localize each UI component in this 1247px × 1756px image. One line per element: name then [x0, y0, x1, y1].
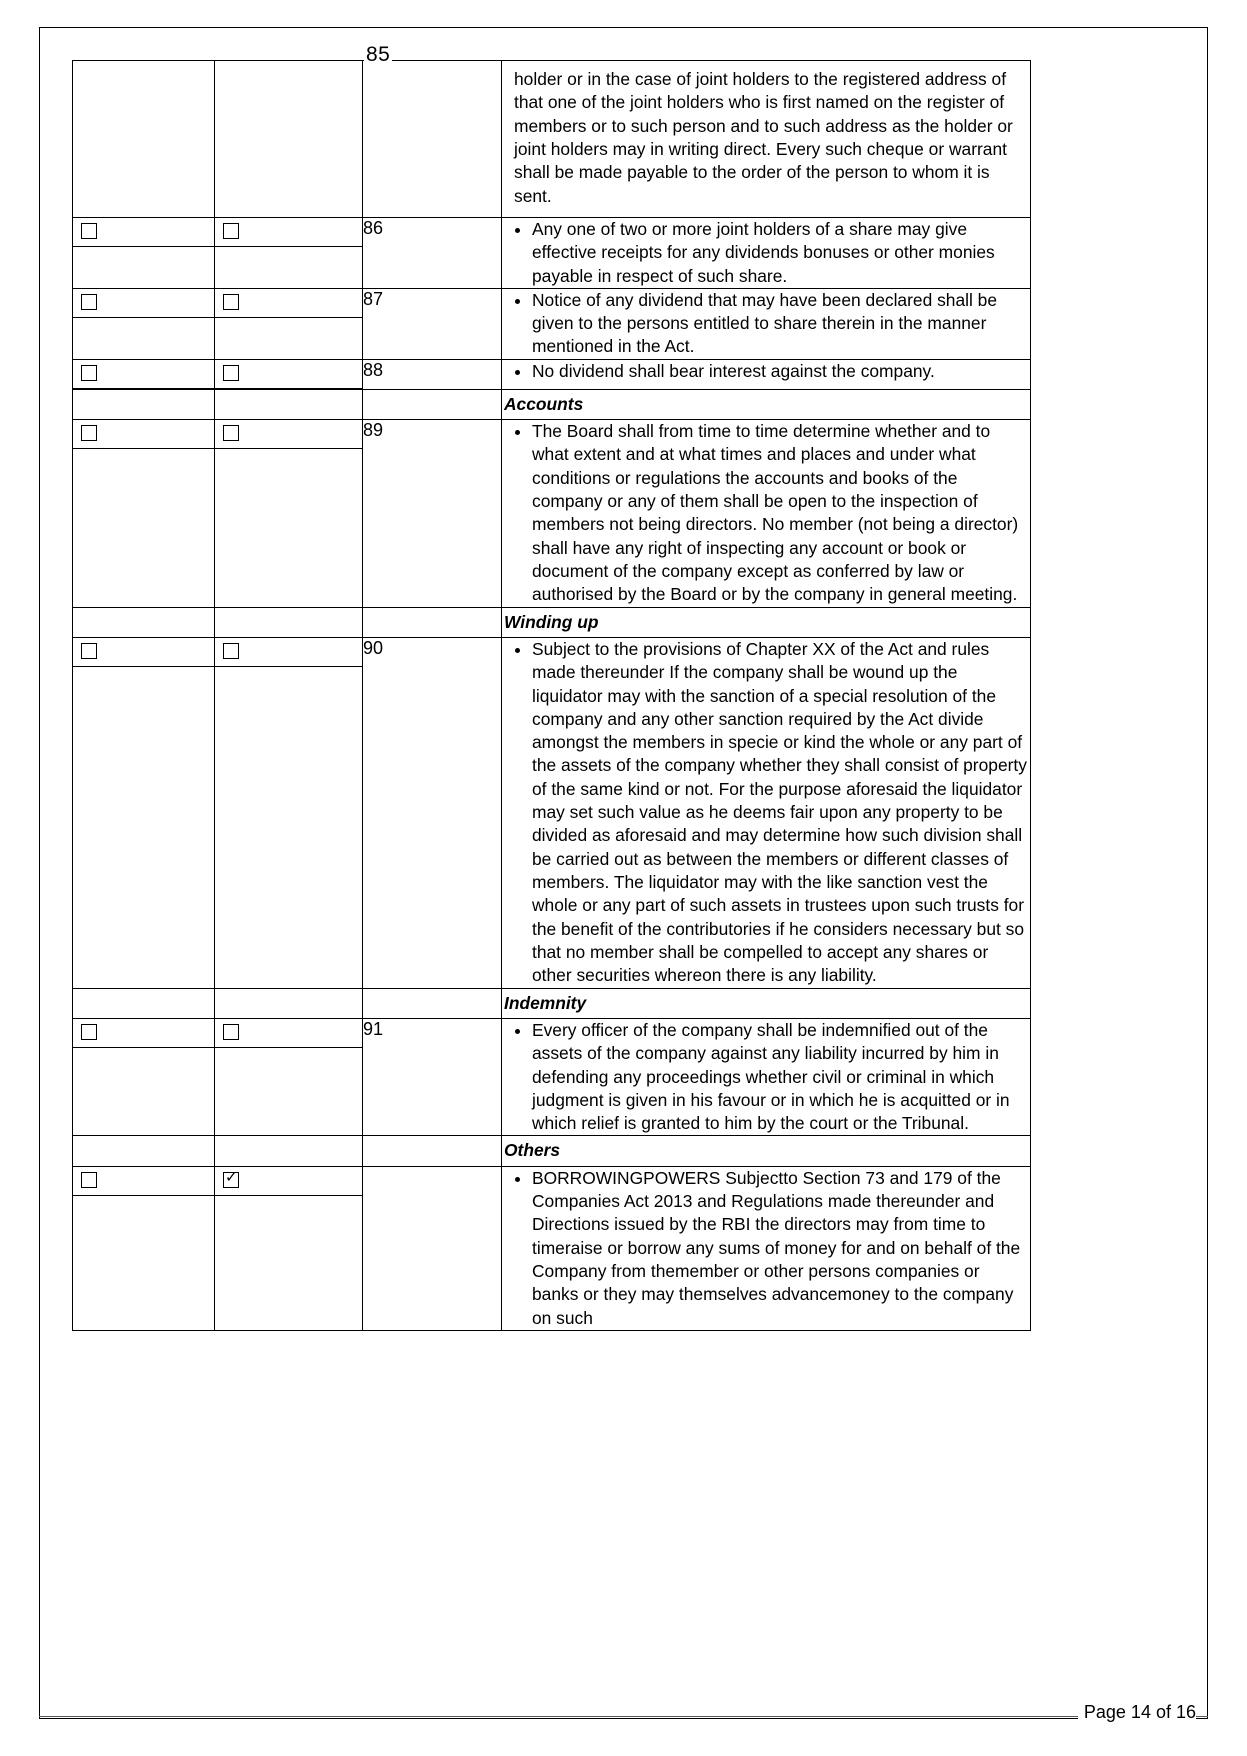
checkbox-unchecked-icon[interactable]: [81, 294, 97, 310]
continuation-row: [73, 61, 1031, 218]
section-heading-cell: [502, 607, 1031, 637]
empty-cell: [363, 607, 502, 637]
checkbox-band: [73, 1167, 214, 1196]
article-number: 87: [363, 288, 384, 309]
empty-cell: [73, 389, 215, 419]
checkbox-unchecked-icon[interactable]: [223, 1024, 239, 1040]
page-number-label: Page 14 of 16: [1078, 1702, 1196, 1723]
article-text: • Notice of any dividend that may have been declared shall be given to the persons entitled to share therein in the manner mentioned in the Act.: [532, 289, 1030, 359]
checkbox-cell-right: [215, 61, 363, 218]
checkbox-cell-left: [73, 288, 215, 359]
checkbox-cell-right: [215, 1166, 363, 1330]
article-text: • Subject to the provisions of Chapter XX of the Act and rules made thereunder If the company shall be wound up the liquidator may with the sanction of a special resolution of the company and any other sanction required by the Act divide amongst the members in specie or kind the whole or any part of the assets of the company whether they shall consist of property of the same kind or not. For the purpose aforesaid the liquidator may set such value as he deems fair upon any property to be divided as aforesaid and may determine how such division shall be carried out as between the members or different classes of members. The liquidator may with the like sanction vest the whole or any part of such assets in trustees upon such trusts for the benefit of the contributories if he considers necessary but so that no member shall be compelled to accept any shares or other securities whereon there is any liability.: [532, 638, 1030, 988]
checkbox-band: [73, 1019, 214, 1048]
checkbox-band: [73, 638, 214, 667]
article-text-cell: [502, 1018, 1031, 1136]
article-text-cell: [502, 217, 1031, 288]
empty-cell: [363, 1136, 502, 1166]
empty-cell: [215, 988, 363, 1018]
section-heading-cell: [502, 1136, 1031, 1166]
empty-cell: [73, 988, 215, 1018]
section-header-row: [73, 389, 1031, 419]
article-row: [73, 359, 1031, 389]
empty-cell: [215, 607, 363, 637]
article-number-cell: [363, 1018, 502, 1136]
checkbox-band: [73, 289, 214, 318]
article-bullet-list: [502, 289, 1030, 359]
article-bullet-list: [502, 360, 1030, 383]
empty-cell: [363, 389, 502, 419]
empty-checkbox-band: [215, 61, 362, 90]
footer-divider: [39, 1716, 1208, 1717]
checkbox-band: [215, 360, 362, 389]
checkbox-unchecked-icon[interactable]: [223, 643, 239, 659]
checkbox-unchecked-icon[interactable]: [81, 1024, 97, 1040]
article-row: [73, 217, 1031, 288]
section-header-row: [73, 988, 1031, 1018]
checkbox-unchecked-icon[interactable]: [81, 223, 97, 239]
article-text-cell: [502, 1166, 1031, 1330]
checkbox-band: [215, 420, 362, 449]
checkbox-cell-left: [73, 217, 215, 288]
section-heading: Indemnity: [504, 992, 587, 1013]
section-heading: Accounts: [504, 393, 584, 414]
article-number-cell: [363, 217, 502, 288]
checkbox-cell-right: [215, 288, 363, 359]
checkbox-band: [215, 1019, 362, 1048]
article-bullet-list: [502, 1019, 1030, 1136]
page-footer: [39, 1702, 1208, 1722]
checkbox-checked-icon[interactable]: [223, 1172, 239, 1188]
article-bullet-list: [502, 638, 1030, 988]
carryover-article-number: 85: [366, 43, 391, 66]
checkbox-cell-right: [215, 359, 363, 389]
checkbox-cell-right: [215, 1018, 363, 1136]
article-text: • The Board shall from time to time determine whether and to what extent and at what times and places and under what conditions or regulations the accounts and books of the company or any of them shall be open to the inspection of members not being directors. No member (not being a director) shall have any right of inspecting any account or book or document of the company except as conferred by law or authorised by the Board or by the company in general meeting.: [532, 420, 1030, 607]
empty-cell: [215, 1136, 363, 1166]
checkbox-unchecked-icon[interactable]: [223, 294, 239, 310]
article-text-cell: [502, 637, 1031, 988]
article-row: [73, 288, 1031, 359]
checkbox-cell-left: [73, 1018, 215, 1136]
articles-table-container: [72, 60, 1030, 1331]
article-row: [73, 420, 1031, 608]
checkbox-band: [73, 218, 214, 247]
checkbox-unchecked-icon[interactable]: [223, 365, 239, 381]
article-number-cell: [363, 637, 502, 988]
section-heading-cell: [502, 389, 1031, 419]
checkbox-unchecked-icon[interactable]: [81, 643, 97, 659]
section-heading-cell: [502, 988, 1031, 1018]
article-number-cell: [363, 288, 502, 359]
empty-cell: [73, 1136, 215, 1166]
empty-cell: [363, 988, 502, 1018]
article-number-cell: [363, 359, 502, 389]
checkbox-cell-left: [73, 637, 215, 988]
checkbox-band: [215, 289, 362, 318]
article-bullet-list: [502, 218, 1030, 288]
articles-table: [72, 60, 1031, 1331]
checkbox-cell-left: [73, 61, 215, 218]
article-number: 90: [363, 637, 384, 658]
article-text: holder or in the case of joint holders to the registered address of that one of the joint holders who is first named on the register of members or to such person and to such address as the holder or joint holders may in writing direct. Every such cheque or warrant shall be made payable to the order of the person to whom it is sent.: [514, 69, 1013, 206]
article-row: [73, 637, 1031, 988]
checkbox-cell-left: [73, 359, 215, 389]
checkbox-unchecked-icon[interactable]: [81, 425, 97, 441]
article-number-cell: [363, 420, 502, 608]
article-number: 88: [363, 359, 384, 380]
section-heading: Winding up: [504, 611, 599, 632]
checkbox-unchecked-icon[interactable]: [223, 223, 239, 239]
article-text: • No dividend shall bear interest against the company.: [532, 360, 1030, 383]
article-number-cell: [363, 1166, 502, 1330]
checkbox-band: [215, 218, 362, 247]
checkbox-band: [215, 1167, 362, 1196]
article-text-cell: [502, 420, 1031, 608]
checkbox-unchecked-icon[interactable]: [81, 365, 97, 381]
article-number: 89: [363, 420, 384, 441]
article-bullet-list: [502, 1167, 1030, 1330]
empty-cell: [215, 389, 363, 419]
checkbox-cell-left: [73, 1166, 215, 1330]
article-row: [73, 1018, 1031, 1136]
section-heading: Others: [504, 1140, 561, 1161]
checkbox-cell-right: [215, 420, 363, 608]
checkbox-cell-right: [215, 217, 363, 288]
empty-cell: [73, 607, 215, 637]
checkbox-unchecked-icon[interactable]: [81, 1172, 97, 1188]
article-row: [73, 1166, 1031, 1330]
article-text-cell: [502, 288, 1031, 359]
section-header-row: [73, 1136, 1031, 1166]
checkbox-cell-left: [73, 420, 215, 608]
article-number: 91: [363, 1018, 384, 1039]
checkbox-band: [73, 420, 214, 449]
empty-checkbox-band: [73, 61, 214, 90]
checkbox-band: [215, 638, 362, 667]
section-header-row: [73, 607, 1031, 637]
article-bullet-list: [502, 420, 1030, 607]
article-text: • Any one of two or more joint holders of a share may give effective receipts for any dividends bonuses or other monies payable in respect of such share.: [532, 218, 1030, 288]
checkbox-unchecked-icon[interactable]: [223, 425, 239, 441]
checkbox-band: [73, 360, 214, 389]
article-number-cell: [363, 61, 502, 218]
article-text: • BORROWINGPOWERS Subjectto Section 73 and 179 of the Companies Act 2013 and Regulations made thereunder and Directions issued by the RBI the directors may from time to timeraise or borrow any sums of money for and on behalf of the Company from themember or other persons companies or banks or they may themselves advancemoney to the company on such: [532, 1167, 1030, 1330]
article-text: • Every officer of the company shall be indemnified out of the assets of the company against any liability incurred by him in defending any proceedings whether civil or criminal in which judgment is given in his favour or in which he is acquitted or in which relief is granted to him by the court or the Tribunal.: [532, 1019, 1030, 1136]
article-number: 86: [363, 217, 384, 238]
article-text-cell: [502, 61, 1031, 218]
article-text-cell: [502, 359, 1031, 389]
checkbox-cell-right: [215, 637, 363, 988]
